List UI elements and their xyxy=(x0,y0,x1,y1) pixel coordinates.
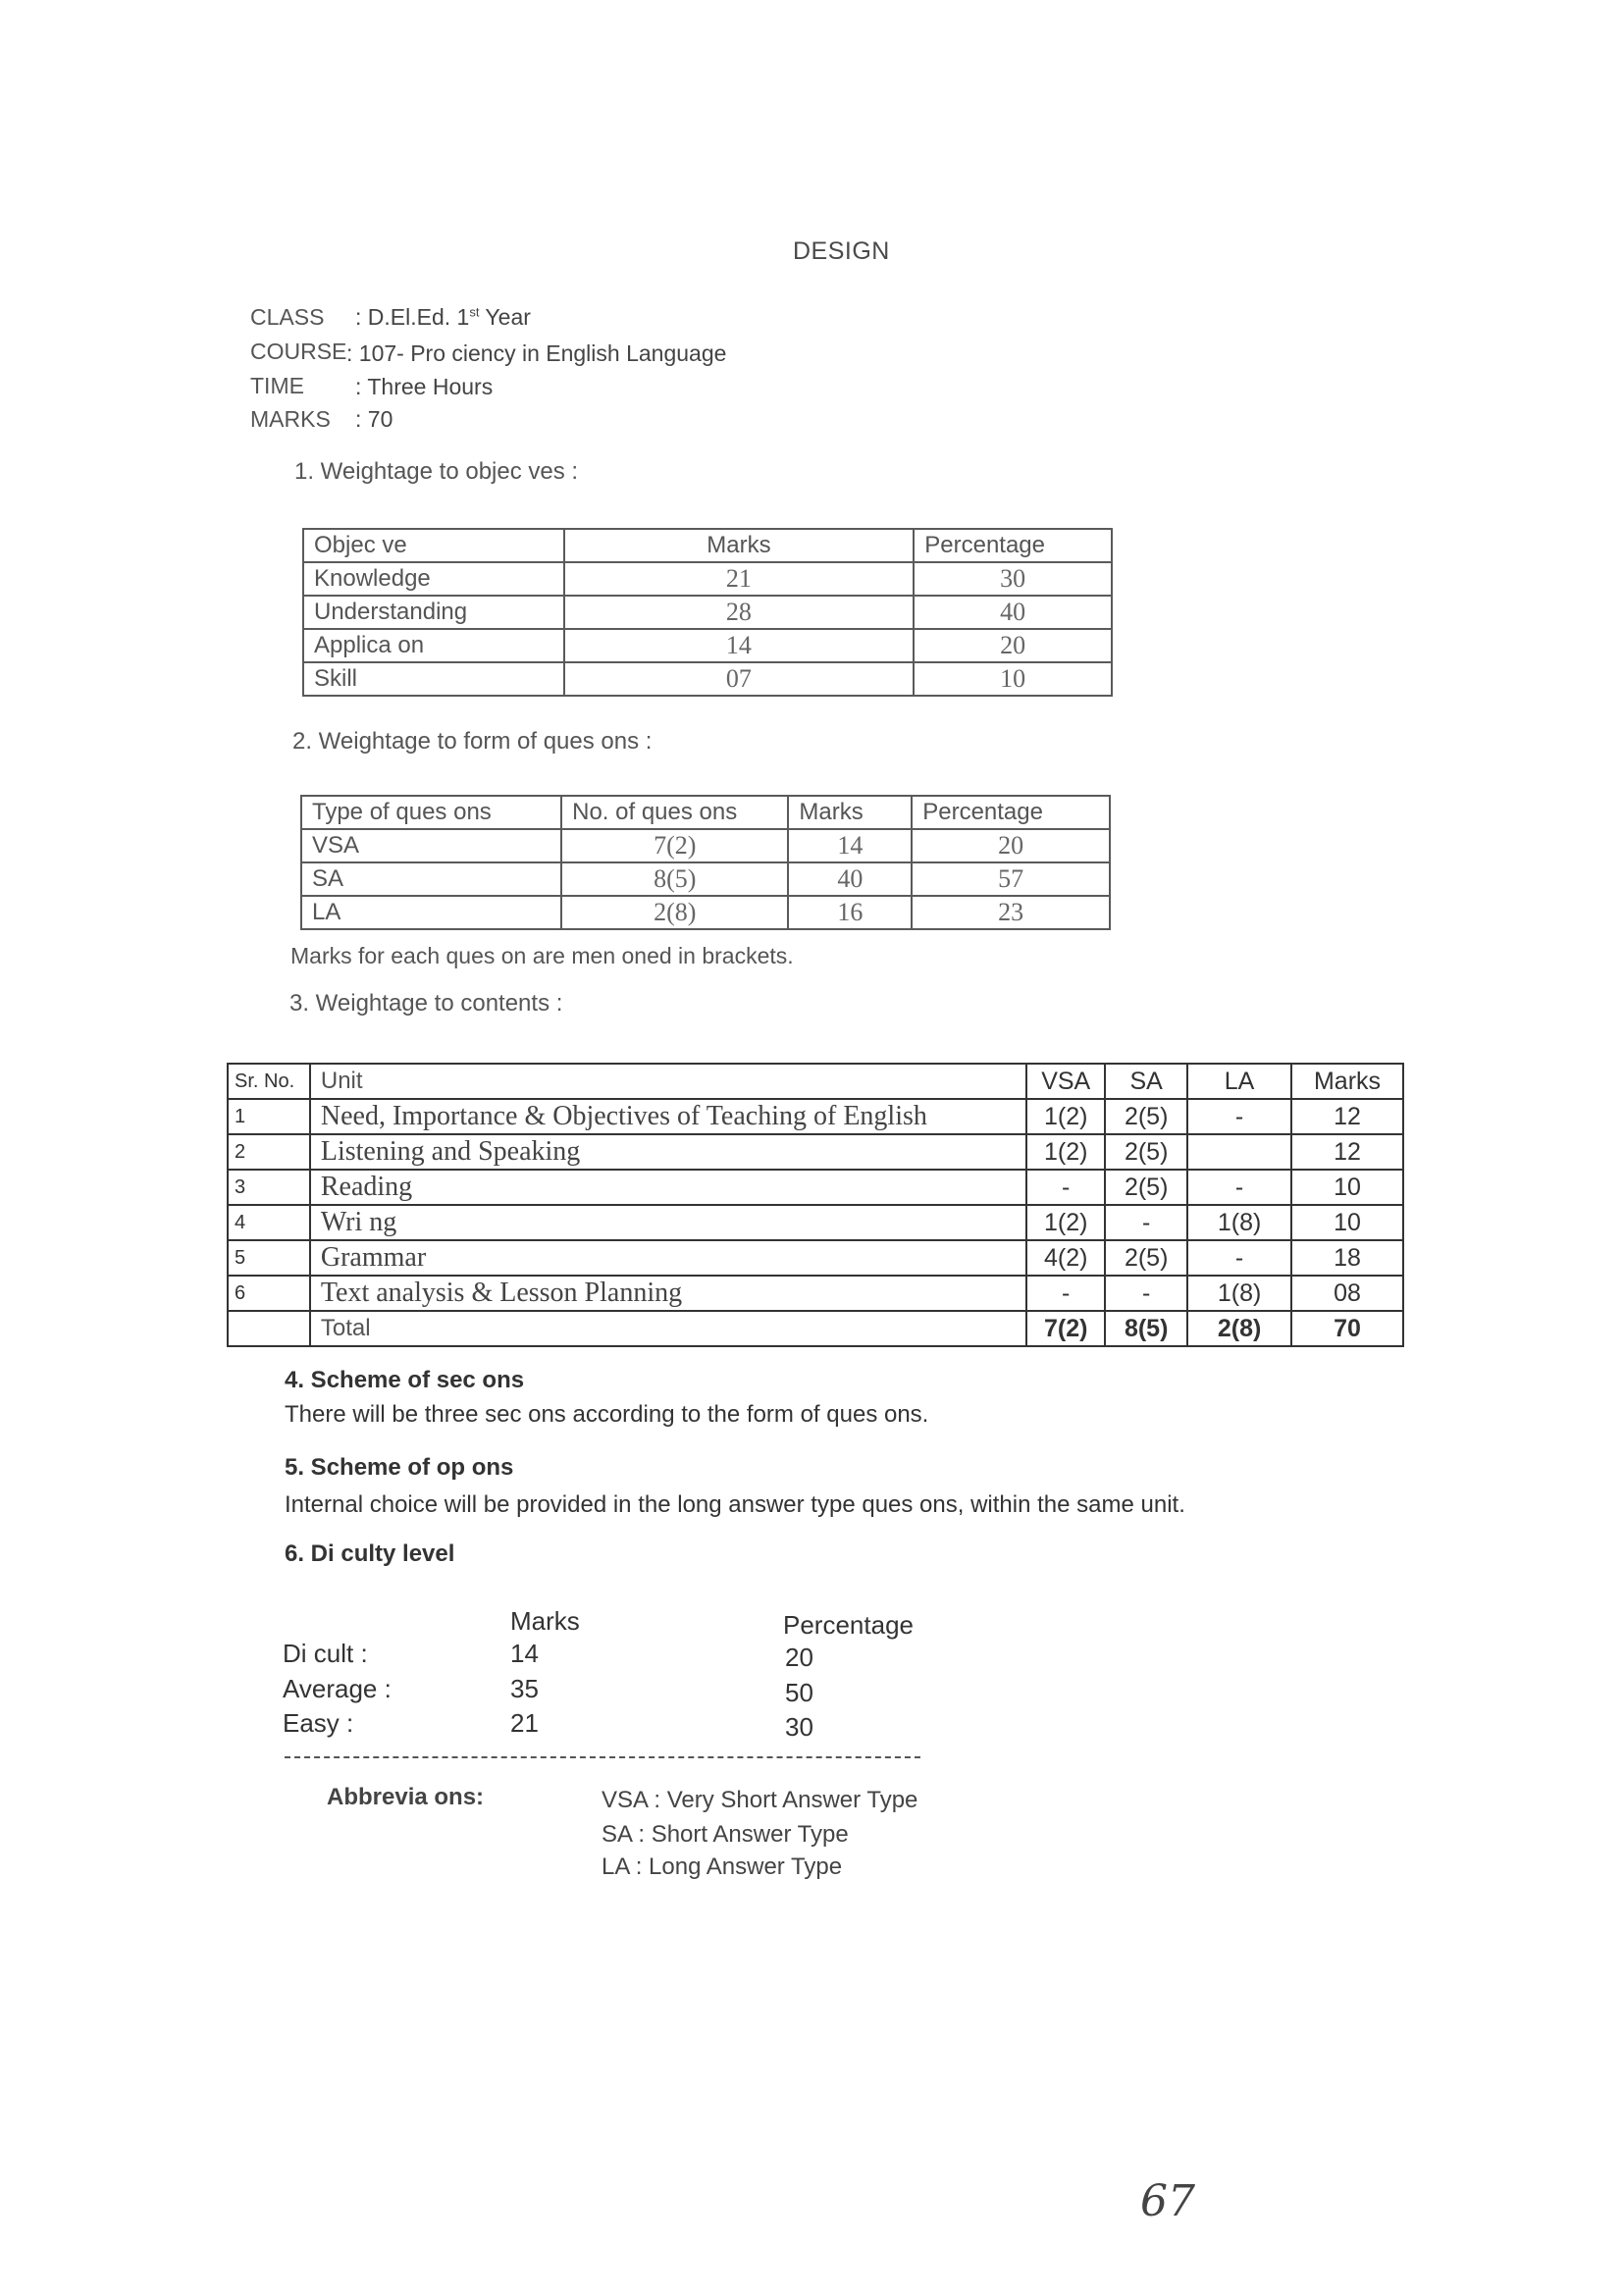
section-2-heading: 2. Weightage to form of ques ons : xyxy=(292,728,653,755)
table-header-cell: LA xyxy=(1187,1064,1291,1099)
class-label: CLASS xyxy=(250,304,325,330)
table-cell: Text analysis & Lesson Planning xyxy=(310,1276,1026,1311)
table-cell: 08 xyxy=(1291,1276,1403,1311)
table-cell: Listening and Speaking xyxy=(310,1134,1026,1170)
table-cell: 2 xyxy=(228,1134,310,1170)
table-cell: 1(2) xyxy=(1026,1099,1105,1134)
marks-label: MARKS xyxy=(250,406,331,432)
abbreviations-label: Abbrevia ons: xyxy=(327,1784,485,1810)
table-cell: - xyxy=(1187,1099,1291,1134)
table-cell: 8(5) xyxy=(561,862,788,896)
time-label: TIME xyxy=(250,373,304,398)
table-header-cell: No. of ques ons xyxy=(561,796,788,829)
table-cell: 2(8) xyxy=(1187,1311,1291,1346)
table-cell: - xyxy=(1026,1276,1105,1311)
table-row xyxy=(303,662,1112,696)
difficulty-marks: 14 xyxy=(510,1639,539,1668)
table-cell: 10 xyxy=(914,662,1112,696)
table-row xyxy=(303,562,1112,596)
table-header-cell: Percentage xyxy=(914,529,1112,562)
section-5-text: Internal choice will be provided in the long answer type ques ons, within the same unit. xyxy=(285,1491,1185,1518)
table-cell: Reading xyxy=(310,1170,1026,1205)
contents-table xyxy=(227,1063,1404,1347)
table-cell: 6 xyxy=(228,1276,310,1311)
table-row xyxy=(228,1134,1403,1170)
difficulty-marks-header: Marks xyxy=(510,1606,580,1636)
section-4-heading: 4. Scheme of sec ons xyxy=(285,1367,525,1393)
difficulty-label: Average : xyxy=(283,1674,392,1703)
table-cell: LA xyxy=(301,896,561,929)
table-cell: SA xyxy=(301,862,561,896)
abbreviation-item: LA : Long Answer Type xyxy=(602,1853,843,1880)
table-cell: - xyxy=(1187,1170,1291,1205)
table-cell: 2(5) xyxy=(1105,1170,1187,1205)
difficulty-marks: 35 xyxy=(510,1674,539,1703)
table-header-cell: Marks xyxy=(564,529,915,562)
abbreviation-item: VSA : Very Short Answer Type xyxy=(602,1787,918,1813)
page-title: DESIGN xyxy=(793,237,890,265)
table-cell: 23 xyxy=(912,896,1110,929)
table-header-cell: Objec ve xyxy=(303,529,564,562)
table-cell: 10 xyxy=(1291,1170,1403,1205)
table-cell: 1(2) xyxy=(1026,1134,1105,1170)
table-cell: 20 xyxy=(914,629,1112,662)
table-cell: 1(2) xyxy=(1026,1205,1105,1240)
course-value: : 107- Pro ciency in English Language xyxy=(346,340,727,366)
objectives-table xyxy=(302,528,1113,697)
table-header-cell: Percentage xyxy=(912,796,1110,829)
table-cell: 30 xyxy=(914,562,1112,596)
table-row xyxy=(303,596,1112,629)
table-cell: 2(8) xyxy=(561,896,788,929)
difficulty-percentage-header: Percentage xyxy=(783,1610,914,1640)
table-cell: Understanding xyxy=(303,596,564,629)
table-cell: - xyxy=(1187,1240,1291,1276)
table-cell: 20 xyxy=(912,829,1110,862)
table-cell: 7(2) xyxy=(1026,1311,1105,1346)
difficulty-label: Easy : xyxy=(283,1708,354,1738)
table-cell: Knowledge xyxy=(303,562,564,596)
table-cell: 57 xyxy=(912,862,1110,896)
difficulty-label: Di cult : xyxy=(283,1639,368,1668)
table-cell: 10 xyxy=(1291,1205,1403,1240)
table-cell: Wri ng xyxy=(310,1205,1026,1240)
page-number: 67 xyxy=(1140,2176,1195,2226)
dashed-divider xyxy=(285,1756,920,1758)
table-cell: - xyxy=(1105,1205,1187,1240)
table-cell: 16 xyxy=(788,896,912,929)
table-cell: 40 xyxy=(914,596,1112,629)
table-header-row xyxy=(303,529,1112,562)
table-row xyxy=(301,829,1110,862)
difficulty-marks: 21 xyxy=(510,1708,539,1738)
question-forms-table xyxy=(300,795,1111,930)
table-cell: 18 xyxy=(1291,1240,1403,1276)
table-cell: 21 xyxy=(564,562,915,596)
section-4-text: There will be three sec ons according to the form of ques ons. xyxy=(285,1401,929,1428)
table-cell: 2(5) xyxy=(1105,1240,1187,1276)
difficulty-percentage: 30 xyxy=(785,1712,813,1742)
table-cell xyxy=(228,1311,310,1346)
table-cell: 12 xyxy=(1291,1134,1403,1170)
table-header-cell: SA xyxy=(1105,1064,1187,1099)
table-cell: 70 xyxy=(1291,1311,1403,1346)
marks-note: Marks for each ques on are men oned in brackets. xyxy=(290,943,794,968)
table-cell: 14 xyxy=(788,829,912,862)
table-header-row xyxy=(228,1064,1403,1099)
section-1-heading: 1. Weightage to objec ves : xyxy=(294,458,579,485)
table-header-cell: Marks xyxy=(1291,1064,1403,1099)
time-value: : Three Hours xyxy=(355,374,494,399)
difficulty-percentage: 20 xyxy=(785,1643,813,1672)
table-row xyxy=(301,862,1110,896)
table-cell: 8(5) xyxy=(1105,1311,1187,1346)
table-header-cell: VSA xyxy=(1026,1064,1105,1099)
total-label: Total xyxy=(310,1311,1026,1346)
table-row xyxy=(228,1099,1403,1134)
table-cell: Need, Importance & Objectives of Teaching of English xyxy=(310,1099,1026,1134)
table-row xyxy=(228,1205,1403,1240)
table-cell: 28 xyxy=(564,596,915,629)
table-row xyxy=(303,629,1112,662)
table-cell: 3 xyxy=(228,1170,310,1205)
section-5-heading: 5. Scheme of op ons xyxy=(285,1454,514,1481)
table-cell: - xyxy=(1026,1170,1105,1205)
table-cell: 07 xyxy=(564,662,915,696)
table-cell xyxy=(1187,1134,1291,1170)
abbreviation-item: SA : Short Answer Type xyxy=(602,1821,849,1848)
table-cell: 1(8) xyxy=(1187,1276,1291,1311)
difficulty-percentage: 50 xyxy=(785,1678,813,1707)
table-cell: Applica on xyxy=(303,629,564,662)
table-cell: VSA xyxy=(301,829,561,862)
table-cell: 2(5) xyxy=(1105,1134,1187,1170)
table-header-cell: Sr. No. xyxy=(228,1064,310,1099)
table-header-cell: Type of ques ons xyxy=(301,796,561,829)
course-label: COURSE xyxy=(250,339,347,364)
table-row xyxy=(228,1240,1403,1276)
table-cell: 40 xyxy=(788,862,912,896)
section-3-heading: 3. Weightage to contents : xyxy=(289,990,563,1017)
table-row xyxy=(228,1170,1403,1205)
marks-value: : 70 xyxy=(355,406,393,432)
table-row xyxy=(228,1276,1403,1311)
section-6-heading: 6. Di culty level xyxy=(285,1540,455,1567)
class-value: : D.El.Ed. 1st Year xyxy=(355,304,531,330)
table-header-row xyxy=(301,796,1110,829)
table-row xyxy=(301,896,1110,929)
table-cell: - xyxy=(1105,1276,1187,1311)
table-cell: 2(5) xyxy=(1105,1099,1187,1134)
table-cell: 1 xyxy=(228,1099,310,1134)
table-total-row xyxy=(228,1311,1403,1346)
table-cell: Grammar xyxy=(310,1240,1026,1276)
table-cell: Skill xyxy=(303,662,564,696)
table-cell: 5 xyxy=(228,1240,310,1276)
table-cell: 14 xyxy=(564,629,915,662)
table-cell: 12 xyxy=(1291,1099,1403,1134)
table-header-cell: Unit xyxy=(310,1064,1026,1099)
table-cell: 7(2) xyxy=(561,829,788,862)
table-cell: 1(8) xyxy=(1187,1205,1291,1240)
table-cell: 4 xyxy=(228,1205,310,1240)
table-header-cell: Marks xyxy=(788,796,912,829)
table-cell: 4(2) xyxy=(1026,1240,1105,1276)
